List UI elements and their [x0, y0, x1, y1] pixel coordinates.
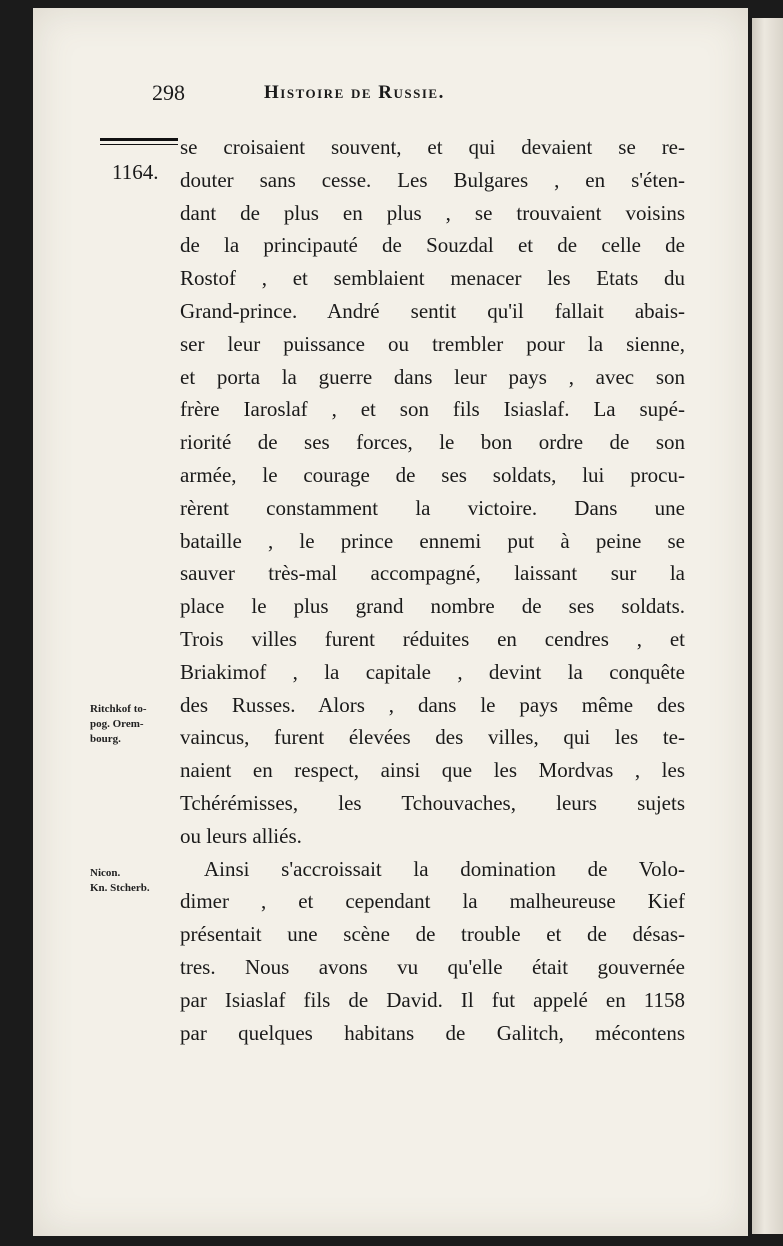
text-line: Ainsi s'accroissait la domination de Volo-	[204, 856, 685, 881]
text-line: par quelques habitans de Galitch, mécontens	[180, 1020, 685, 1045]
text-line: par Isiaslaf fils de David. Il fut appelé en 1158	[180, 987, 685, 1012]
text-line: Tchérémisses, les Tchouvaches, leurs sujets	[180, 790, 685, 815]
text-line: place le plus grand nombre de ses soldats.	[180, 594, 685, 619]
text-line: tres. Nous avons vu qu'elle était gouvernée	[180, 954, 685, 979]
text-line: sauver très-mal accompagné, laissant sur la	[180, 561, 685, 586]
text-line: armée, le courage de ses soldats, lui procu-	[180, 462, 685, 487]
text-line: riorité de ses forces, le bon ordre de son	[180, 430, 685, 455]
text-line: ou leurs alliés.	[180, 823, 302, 848]
text-line: rèrent constamment la victoire. Dans une	[180, 495, 685, 520]
page-header	[152, 80, 582, 110]
text-line: Trois villes furent réduites en cendres , et	[180, 626, 685, 651]
margin-note-line: Kn. Stcherb.	[90, 882, 150, 894]
text-line: ser leur puissance ou trembler pour la sienne,	[180, 331, 685, 356]
text-line: et porta la guerre dans leur pays , avec son	[180, 364, 685, 389]
text-line: des Russes. Alors , dans le pays même des	[180, 692, 685, 717]
text-line: vaincus, furent élevées des villes, qui les te-	[180, 725, 685, 750]
body-text	[180, 131, 685, 1049]
text-line: Briakimof , la capitale , devint la conquête	[180, 659, 685, 684]
margin-note-line: Nicon.	[90, 867, 121, 879]
margin-note-line: pog. Orem-	[90, 718, 144, 730]
text-line: dant de plus en plus , se trouvaient voisins	[180, 200, 685, 225]
text-line: dimer , et cependant la malheureuse Kief	[180, 889, 685, 914]
margin-note-line: bourg.	[90, 733, 121, 745]
text-line: douter sans cesse. Les Bulgares , en s'éten-	[180, 167, 685, 192]
running-title: Histoire de Russie.	[264, 82, 445, 103]
text-line: présentait une scène de trouble et de désas-	[180, 922, 685, 947]
page-number: 298	[152, 80, 185, 105]
section-rule-thick	[100, 138, 178, 141]
margin-note-ritchkof	[90, 702, 147, 747]
text-line: Rostof , et semblaient menacer les Etats du	[180, 266, 685, 291]
section-rule-thin	[100, 144, 178, 145]
margin-note-nicon	[90, 866, 150, 896]
text-line: de la principauté de Souzdal et de celle de	[180, 233, 685, 258]
text-line: naient en respect, ainsi que les Mordvas , les	[180, 758, 685, 783]
margin-note-line: Ritchkof to-	[90, 703, 147, 715]
text-line: se croisaient souvent, et qui devaient se re-	[180, 135, 685, 159]
text-line: frère Iaroslaf , et son fils Isiaslaf. La supé-	[180, 397, 685, 422]
text-line: bataille , le prince ennemi put à peine se	[180, 528, 685, 553]
facing-page-edge	[752, 18, 783, 1234]
margin-year: 1164.	[112, 160, 159, 184]
text-line: Grand-prince. André sentit qu'il fallait abais-	[180, 298, 685, 323]
